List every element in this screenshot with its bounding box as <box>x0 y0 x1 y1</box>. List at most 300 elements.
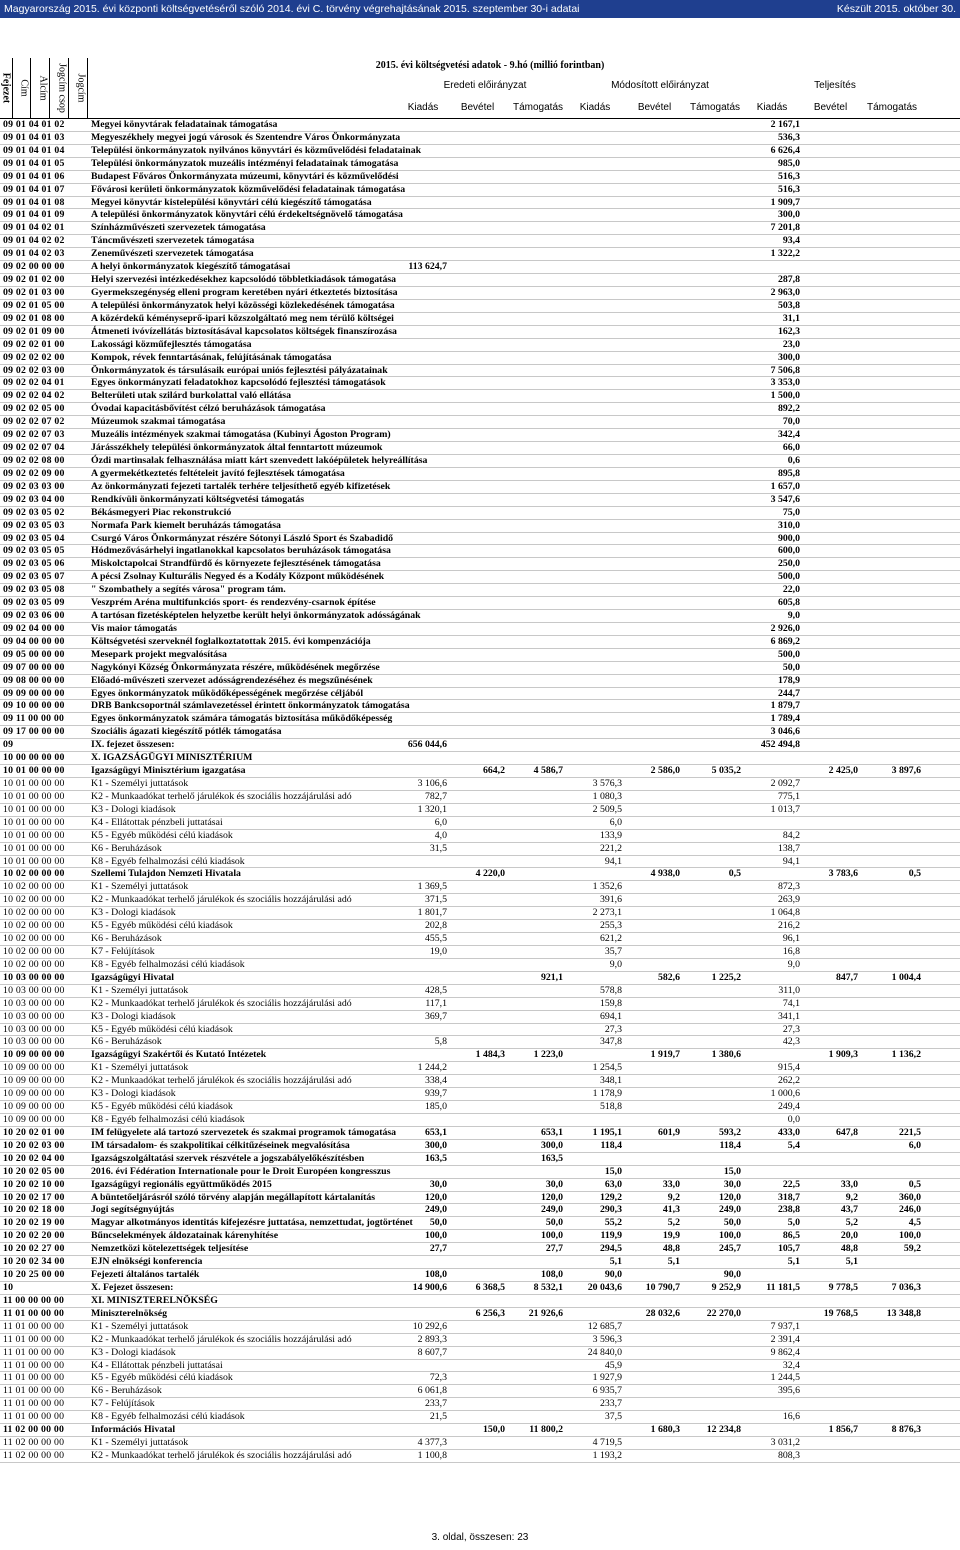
row-name: K5 - Egyéb működési célú kiadások <box>91 1023 233 1035</box>
row-value: 656 044,6 <box>407 739 447 751</box>
row-name: Szellemi Tulajdon Nemzeti Hivatala <box>91 868 241 880</box>
table-row <box>0 688 960 701</box>
table-row <box>0 1140 960 1153</box>
row-value: 244,7 <box>777 687 800 699</box>
row-value: 55,2 <box>604 1217 622 1229</box>
row-code: 09 02 02 07 02 <box>3 416 65 428</box>
row-value: 263,9 <box>777 894 800 906</box>
row-value: 1 254,5 <box>592 1062 622 1074</box>
row-value: 775,1 <box>777 790 800 802</box>
row-value: 12 234,8 <box>706 1424 741 1436</box>
row-value: 518,8 <box>599 1101 622 1113</box>
row-name: K6 - Beruházások <box>91 1385 162 1397</box>
table-row <box>0 675 960 688</box>
row-value: 500,0 <box>777 571 800 583</box>
row-value: 1 352,6 <box>592 881 622 893</box>
row-code: 09 01 04 01 06 <box>3 170 65 182</box>
row-code: 11 01 00 00 00 <box>3 1398 65 1410</box>
row-code: 09 02 02 09 00 <box>3 467 65 479</box>
row-name: A tartósan fizetésképtelen helyzetbe került helyi önkormányzatok adósságának <box>91 610 421 622</box>
row-value: 5,4 <box>787 1139 800 1151</box>
row-code: 10 01 00 00 00 <box>3 855 65 867</box>
table-row <box>0 352 960 365</box>
row-code: 10 01 00 00 00 <box>3 829 65 841</box>
table-row <box>0 132 960 145</box>
row-value: 1 178,9 <box>592 1088 622 1100</box>
table-row <box>0 481 960 494</box>
row-code: 10 03 00 00 00 <box>3 1036 65 1048</box>
row-value: 113 624,7 <box>408 261 447 273</box>
row-value: 6 256,3 <box>475 1307 505 1319</box>
row-value: 653,1 <box>540 1126 563 1138</box>
row-value: 70,0 <box>782 416 800 428</box>
header-alcim: Alcím <box>37 58 50 118</box>
row-code: 11 01 00 00 00 <box>3 1320 65 1332</box>
row-code: 10 02 00 00 00 <box>3 894 65 906</box>
table-row <box>0 1114 960 1127</box>
row-code: 10 01 00 00 00 <box>3 778 65 790</box>
row-value: 2 092,7 <box>770 778 800 790</box>
row-value: 5,2 <box>845 1217 858 1229</box>
table-row <box>0 1360 960 1373</box>
row-value: 22 270,0 <box>706 1307 741 1319</box>
row-name: Jogi segítségnyújtás <box>91 1204 175 1216</box>
row-name: Vis maior támogatás <box>91 622 177 634</box>
row-value: 4,5 <box>908 1217 921 1229</box>
row-name: Egyes önkormányzati feladatokhoz kapcsolódó fejlesztési támogatások <box>91 377 386 389</box>
row-value: 20 043,6 <box>587 1281 622 1293</box>
row-value: 15,0 <box>604 1165 622 1177</box>
row-value: 600,0 <box>777 545 800 557</box>
row-name: K4 - Ellátottak pénzbeli juttatásai <box>91 1359 223 1371</box>
row-value: 20,0 <box>840 1230 858 1242</box>
row-code: 10 01 00 00 00 <box>3 790 65 802</box>
row-value: 9,2 <box>845 1191 858 1203</box>
row-name: Igazságszolgáltatási szervek részvétele a jogszabályelőkészítésben <box>91 1152 365 1164</box>
row-value: 1 909,7 <box>770 196 800 208</box>
row-code: 10 03 00 00 00 <box>3 971 65 983</box>
table-row <box>0 416 960 429</box>
table-row <box>0 1127 960 1140</box>
row-code: 11 01 00 00 00 <box>3 1411 65 1423</box>
row-value: 66,0 <box>782 442 800 454</box>
row-value: 43,7 <box>840 1204 858 1216</box>
row-name: K1 - Személyi juttatások <box>91 778 189 790</box>
row-value: 847,7 <box>835 971 858 983</box>
row-value: 108,0 <box>424 1269 447 1281</box>
table-row <box>0 817 960 830</box>
row-value: 318,7 <box>777 1191 800 1203</box>
row-code: 11 02 00 00 00 <box>3 1437 65 1449</box>
row-name: Nagykónyi Község Önkormányzata részére, működésének megőrzése <box>91 661 380 673</box>
row-value: 9,0 <box>787 958 800 970</box>
table-row <box>0 209 960 222</box>
header-sub: Kiadás <box>407 102 439 113</box>
table-row <box>0 429 960 442</box>
row-value: 341,1 <box>777 1010 800 1022</box>
row-name: K5 - Egyéb működési célú kiadások <box>91 1372 233 1384</box>
row-value: 452 494,8 <box>760 739 800 751</box>
row-value: 455,5 <box>424 933 447 945</box>
row-value: 21 926,6 <box>528 1307 563 1319</box>
row-name: A pécsi Zsolnay Kulturális Negyed és a Kodály Központ működésének <box>91 571 385 583</box>
row-value: 2 273,1 <box>592 907 622 919</box>
row-value: 63,0 <box>604 1178 622 1190</box>
row-code: 10 20 02 27 00 <box>3 1243 65 1255</box>
row-code: 09 02 01 08 00 <box>3 312 65 324</box>
table-row <box>0 778 960 791</box>
table-row <box>0 1088 960 1101</box>
row-value: 233,7 <box>599 1398 622 1410</box>
table-row <box>0 920 960 933</box>
row-value: 2 391,4 <box>770 1333 800 1345</box>
row-value: 500,0 <box>777 648 800 660</box>
row-value: 915,4 <box>777 1062 800 1074</box>
row-code: 10 <box>3 1281 14 1293</box>
row-name: Igazságügyi Hivatal <box>91 971 175 983</box>
row-value: 90,0 <box>723 1269 741 1281</box>
table-row <box>0 1049 960 1062</box>
row-value: 3 547,6 <box>770 493 800 505</box>
row-value: 120,0 <box>718 1191 741 1203</box>
row-value: 27,7 <box>429 1243 447 1255</box>
row-value: 86,5 <box>782 1230 800 1242</box>
row-value: 342,4 <box>777 429 800 441</box>
row-code: 09 08 00 00 00 <box>3 674 65 686</box>
row-code: 10 20 25 00 00 <box>3 1269 65 1281</box>
row-name: A közérdekű kéményseprő-ipari közszolgáltató meg nem térülő költségei <box>91 312 394 324</box>
row-code: 09 01 04 01 08 <box>3 196 65 208</box>
row-value: 294,5 <box>599 1243 622 1255</box>
row-code: 10 02 00 00 00 <box>3 946 65 957</box>
row-name: Átmeneti ivóvízellátás biztosításával kapcsolatos költségek finanszírozása <box>91 325 397 337</box>
row-code: 11 01 00 00 00 <box>3 1372 65 1384</box>
row-value: 94,1 <box>604 855 622 867</box>
row-value: 433,0 <box>777 1126 800 1138</box>
row-value: 3 353,0 <box>770 377 800 389</box>
table-row <box>0 300 960 313</box>
row-code: 09 02 04 00 00 <box>3 622 65 634</box>
row-code: 09 02 03 06 00 <box>3 610 65 622</box>
row-name: Gyermekszegénység elleni program keretében nyári étkeztetés biztosítása <box>91 286 398 298</box>
table-row <box>0 623 960 636</box>
row-name: Miniszterelnökség <box>91 1307 168 1319</box>
table-row <box>0 145 960 158</box>
row-value: 8 532,1 <box>533 1281 563 1293</box>
row-value: 50,0 <box>545 1217 563 1229</box>
table-row <box>0 287 960 300</box>
row-value: 1 195,1 <box>592 1126 622 1138</box>
row-value: 360,0 <box>898 1191 921 1203</box>
table-row <box>0 1282 960 1295</box>
row-name: K8 - Egyéb felhalmozási célú kiadások <box>91 1113 245 1125</box>
table-row <box>0 197 960 210</box>
row-value: 601,9 <box>657 1126 680 1138</box>
row-value: 96,1 <box>782 933 800 945</box>
row-code: 09 09 00 00 00 <box>3 687 65 699</box>
row-name: K2 - Munkaadókat terhelő járulékok és szociális hozzájárulási adó <box>91 1333 352 1345</box>
row-value: 895,8 <box>777 467 800 479</box>
row-value: 4 938,0 <box>650 868 680 880</box>
row-value: 19,9 <box>662 1230 680 1242</box>
row-code: 09 07 00 00 00 <box>3 661 65 673</box>
row-name: Települési önkormányzatok nyilvános könyvtári és közművelődési feladatainak <box>91 144 422 156</box>
budget-table <box>0 118 960 1463</box>
row-value: 516,3 <box>777 183 800 195</box>
row-value: 9,0 <box>609 958 622 970</box>
table-row <box>0 765 960 778</box>
table-row <box>0 1243 960 1256</box>
row-value: 6,0 <box>434 816 447 828</box>
table-row <box>0 1385 960 1398</box>
row-value: 133,9 <box>599 829 622 841</box>
row-code: 09 02 02 05 00 <box>3 403 65 415</box>
header-fejezet: Fejezet <box>0 58 13 118</box>
row-code: 10 09 00 00 00 <box>3 1101 65 1113</box>
table-row <box>0 985 960 998</box>
row-value: 2 167,1 <box>770 119 800 130</box>
row-value: 249,0 <box>424 1204 447 1216</box>
row-code: 10 20 02 05 00 <box>3 1165 65 1177</box>
row-value: 178,9 <box>777 674 800 686</box>
row-code: 09 02 03 05 05 <box>3 545 65 557</box>
row-value: 0,0 <box>787 1113 800 1125</box>
table-row <box>0 830 960 843</box>
header-jogcim: Jogcím <box>75 58 88 118</box>
row-code: 09 02 02 02 00 <box>3 351 65 363</box>
row-value: 653,1 <box>424 1126 447 1138</box>
row-value: 3 897,6 <box>891 765 921 777</box>
row-code: 09 02 03 05 04 <box>3 532 65 544</box>
row-code: 11 02 00 00 00 <box>3 1449 65 1461</box>
row-value: 245,7 <box>718 1243 741 1255</box>
row-name: K1 - Személyi juttatások <box>91 984 189 996</box>
row-value: 300,0 <box>424 1139 447 1151</box>
row-value: 582,6 <box>657 971 680 983</box>
row-name: Egyes önkormányzatok számára támogatás biztosítása működőképesség <box>91 713 393 725</box>
row-value: 6,0 <box>609 816 622 828</box>
row-value: 246,0 <box>898 1204 921 1216</box>
row-name: DRB Bankcsoportnál számlavezetéssel érintett önkormányzatok támogatása <box>91 700 410 712</box>
row-code: 09 02 02 04 01 <box>3 377 65 389</box>
row-value: 1 322,2 <box>770 248 800 260</box>
table-row <box>0 752 960 765</box>
table-row <box>0 558 960 571</box>
row-code: 10 03 00 00 00 <box>3 997 65 1009</box>
row-value: 7 506,8 <box>770 364 800 376</box>
row-value: 4 220,0 <box>475 868 505 880</box>
row-value: 6 869,2 <box>770 635 800 647</box>
row-value: 120,0 <box>424 1191 447 1203</box>
row-name: K4 - Ellátottak pénzbeli juttatásai <box>91 816 223 828</box>
row-value: 118,4 <box>600 1139 622 1151</box>
header-sub: Bevétel <box>813 102 848 113</box>
table-row <box>0 597 960 610</box>
row-code: 09 02 03 05 06 <box>3 558 65 570</box>
row-code: 09 02 03 05 03 <box>3 519 65 531</box>
row-value: 42,3 <box>782 1036 800 1048</box>
table-row <box>0 1437 960 1450</box>
table-row <box>0 390 960 403</box>
table-row <box>0 1450 960 1463</box>
row-name: Járásszékhely települési önkormányzatok által fenntartott múzeumok <box>91 442 383 454</box>
row-code: 11 00 00 00 00 <box>3 1294 65 1306</box>
row-code: 10 01 00 00 00 <box>3 803 65 815</box>
row-name: K3 - Dologi kiadások <box>91 1088 176 1100</box>
table-row <box>0 326 960 339</box>
row-code: 10 20 02 01 00 <box>3 1126 65 1138</box>
row-value: 59,2 <box>903 1243 921 1255</box>
row-name: Költségvetési szerveknél foglalkoztatottak 2015. évi kompenzációja <box>91 635 371 647</box>
table-row <box>0 649 960 662</box>
table-row <box>0 1075 960 1088</box>
row-name: Hódmezővásárhelyi ingatlanokkal kapcsolatos beruházások támogatása <box>91 545 391 557</box>
row-value: 9,0 <box>787 610 800 622</box>
row-name: Egyes önkormányzatok működőképességének megőrzése céljából <box>91 687 364 699</box>
row-value: 7 201,8 <box>770 222 800 234</box>
table-row <box>0 365 960 378</box>
row-value: 138,7 <box>777 842 800 854</box>
row-code: 10 09 00 00 00 <box>3 1062 65 1074</box>
table-row <box>0 494 960 507</box>
row-name: A gyermekétkeztetés feltételeit javító fejlesztések támogatása <box>91 467 345 479</box>
row-name: A helyi önkormányzatok kiegészítő támogatásai <box>91 261 291 273</box>
row-value: 290,3 <box>599 1204 622 1216</box>
table-row <box>0 222 960 235</box>
row-value: 84,2 <box>782 829 800 841</box>
row-value: 605,8 <box>777 597 800 609</box>
table-row <box>0 791 960 804</box>
row-name: XI. MINISZTERELNÖKSÉG <box>91 1294 218 1306</box>
row-name: Települési önkormányzatok muzeális intézményi feladatainak támogatása <box>91 157 399 169</box>
row-name: K7 - Felújítások <box>91 1398 155 1410</box>
row-value: 35,7 <box>604 946 622 957</box>
row-name: K2 - Munkaadókat terhelő járulékok és szociális hozzájárulási adó <box>91 997 352 1009</box>
row-name: Múzeumok szakmai támogatása <box>91 416 226 428</box>
row-value: 1 879,7 <box>770 700 800 712</box>
row-code: 09 01 04 02 02 <box>3 235 65 247</box>
row-name: IM társadalom- és szakpolitikai célkitűzéseinek megvalósítása <box>91 1139 350 1151</box>
row-value: 3 106,6 <box>417 778 447 790</box>
row-value: 0,6 <box>787 454 800 466</box>
table-row <box>0 442 960 455</box>
row-name: Fejezeti általános tartalék <box>91 1269 200 1281</box>
table-row <box>0 1372 960 1385</box>
row-code: 09 02 00 00 00 <box>3 261 65 273</box>
row-value: 5,1 <box>667 1256 680 1268</box>
row-code: 10 01 00 00 00 <box>3 842 65 854</box>
table-row <box>0 533 960 546</box>
row-value: 1 004,4 <box>891 971 921 983</box>
row-value: 338,4 <box>424 1075 447 1087</box>
table-row <box>0 998 960 1011</box>
row-value: 310,0 <box>777 519 800 531</box>
row-code: 10 01 00 00 00 <box>3 765 65 777</box>
row-name: " Szombathely a segítés városa" program tám. <box>91 584 286 596</box>
row-value: 3 576,3 <box>592 778 622 790</box>
row-name: Békásmegyeri Piac rekonstrukció <box>91 506 232 518</box>
row-code: 10 20 02 19 00 <box>3 1217 65 1229</box>
row-value: 371,5 <box>424 894 447 906</box>
row-value: 1 080,3 <box>592 790 622 802</box>
row-value: 162,3 <box>777 325 800 337</box>
row-value: 900,0 <box>777 532 800 544</box>
row-name: K2 - Munkaadókat terhelő járulékok és szociális hozzájárulási adó <box>91 894 352 906</box>
row-code: 10 02 00 00 00 <box>3 881 65 893</box>
table-row <box>0 1204 960 1217</box>
row-name: IM felügyelete alá tartozó szervezetek és szakmai programok támogatása <box>91 1126 397 1138</box>
row-code: 09 02 01 05 00 <box>3 299 65 311</box>
header-group-original: Eredeti előirányzat <box>443 80 527 91</box>
table-row <box>0 972 960 985</box>
row-value: 118,4 <box>719 1139 741 1151</box>
row-name: Megyei könyvtár kistelepülési könyvtári célú kiegészítő támogatása <box>91 196 372 208</box>
table-row <box>0 455 960 468</box>
table-row <box>0 261 960 274</box>
row-value: 32,4 <box>782 1359 800 1371</box>
row-name: Lakossági közműfejlesztés támogatása <box>91 338 252 350</box>
row-code: 10 02 00 00 00 <box>3 958 65 970</box>
row-name: Önkormányzatok és társulásaik európai uniós fejlesztési pályázatainak <box>91 364 388 376</box>
row-name: Táncművészeti szervezetek támogatása <box>91 235 255 247</box>
row-code: 10 09 00 00 00 <box>3 1075 65 1087</box>
row-value: 1 380,6 <box>711 1049 741 1061</box>
row-name: K6 - Beruházások <box>91 1036 162 1048</box>
row-value: 391,6 <box>599 894 622 906</box>
row-value: 30,0 <box>545 1178 563 1190</box>
row-code: 09 04 00 00 00 <box>3 635 65 647</box>
table-row <box>0 1411 960 1424</box>
row-code: 10 20 02 18 00 <box>3 1204 65 1216</box>
row-value: 5,1 <box>609 1256 622 1268</box>
row-value: 1 064,8 <box>770 907 800 919</box>
row-name: Kompok, révek fenntartásának, felújításának támogatása <box>91 351 332 363</box>
table-row <box>0 274 960 287</box>
row-name: K3 - Dologi kiadások <box>91 803 176 815</box>
row-name: IX. fejezet összesen: <box>91 739 175 751</box>
row-value: 921,1 <box>540 971 563 983</box>
row-value: 939,7 <box>424 1088 447 1100</box>
row-value: 10 790,7 <box>645 1281 680 1293</box>
row-value: 1 680,3 <box>650 1424 680 1436</box>
table-row <box>0 507 960 520</box>
row-value: 1 193,2 <box>592 1449 622 1461</box>
row-value: 16,8 <box>782 946 800 957</box>
row-value: 94,1 <box>782 855 800 867</box>
row-name: Igazságügyi Minisztérium igazgatása <box>91 765 246 777</box>
row-name: EJN elnökségi konferencia <box>91 1256 203 1268</box>
table-row <box>0 1166 960 1179</box>
table-row <box>0 468 960 481</box>
row-code: 09 01 04 01 07 <box>3 183 65 195</box>
row-value: 15,0 <box>723 1165 741 1177</box>
row-value: 13 348,8 <box>886 1307 921 1319</box>
row-code: 09 01 04 01 03 <box>3 131 65 143</box>
row-value: 48,8 <box>662 1243 680 1255</box>
table-row <box>0 1217 960 1230</box>
row-value: 250,0 <box>777 558 800 570</box>
row-code: 09 01 04 02 03 <box>3 248 65 260</box>
row-value: 6,0 <box>908 1139 921 1151</box>
table-row <box>0 946 960 959</box>
table-row <box>0 1269 960 1282</box>
row-name: Megyeszékhely megyei jogú városok és Szentendre Város Önkormányzata <box>91 131 401 143</box>
row-code: 09 02 01 02 00 <box>3 274 65 286</box>
row-value: 503,8 <box>777 299 800 311</box>
row-name: Bűncselekmények áldozatainak kárenyhítése <box>91 1230 279 1242</box>
row-value: 150,0 <box>482 1424 505 1436</box>
row-code: 09 17 00 00 00 <box>3 726 65 738</box>
